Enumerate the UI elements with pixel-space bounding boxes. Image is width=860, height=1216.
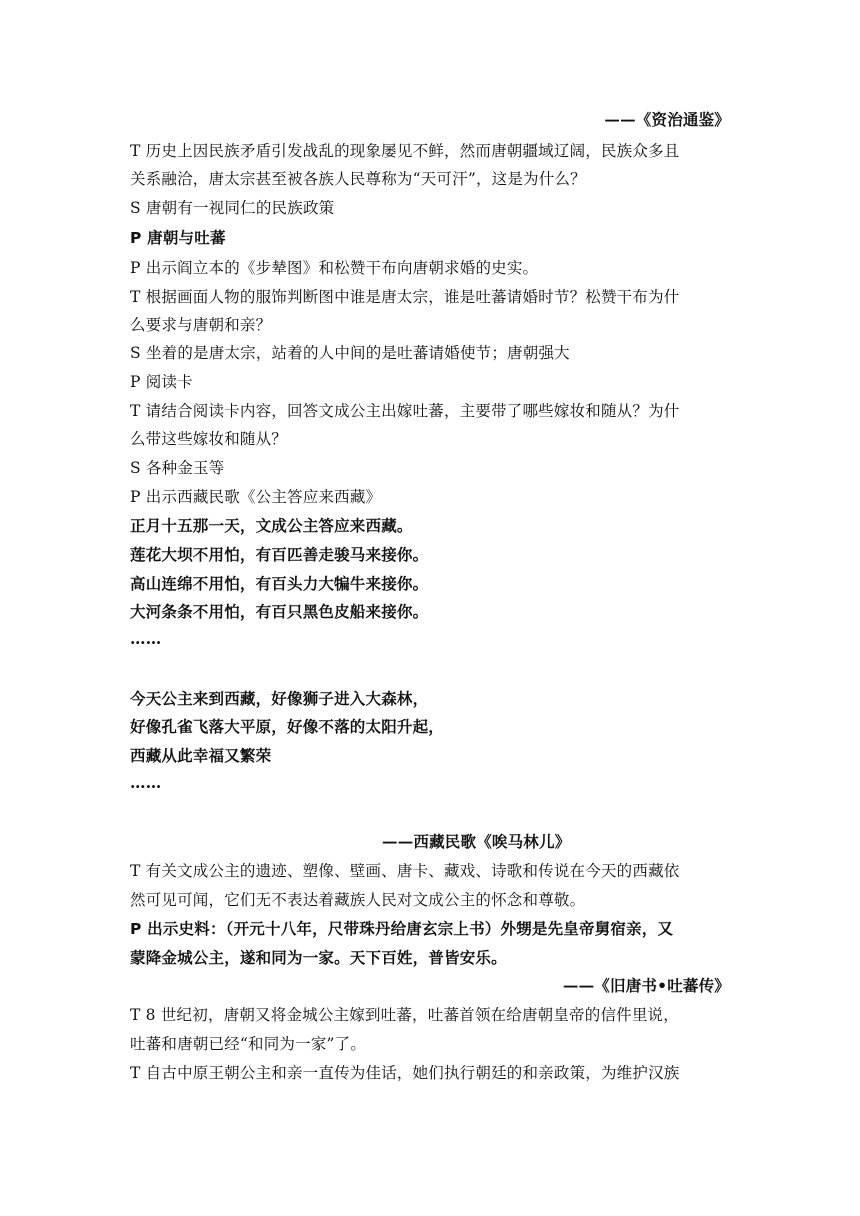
teacher-question: T 请结合阅读卡内容，回答文成公主出嫁吐蕃，主要带了哪些嫁妆和随从？为什 bbox=[130, 402, 680, 420]
text-line: 然可见可闻，它们无不表达着藏族人民对文成公主的怀念和尊敬。 bbox=[130, 891, 586, 909]
citation-zizhitongjian: ——《资治通鉴》 bbox=[604, 110, 730, 129]
section-heading: P 唐朝与吐蕃 bbox=[130, 229, 226, 247]
citation-song: ——西藏民歌《唉马林儿》 bbox=[382, 832, 571, 851]
text-line: P 出示阎立本的《步辇图》和松赞干布向唐朝求婚的史实。 bbox=[130, 259, 539, 277]
source-excerpt: P 出示史料：（开元十八年，尺带珠丹给唐玄宗上书）外甥是先皇帝舅宿亲，又 bbox=[130, 920, 674, 938]
poem-line: 高山连绵不用怕，有百头力大犏牛来接你。 bbox=[130, 574, 429, 593]
teacher-question: T 根据画面人物的服饰判断图中谁是唐太宗，谁是吐蕃请婚时节？松赞干布为什 bbox=[130, 288, 680, 306]
text-line: 关系融洽，唐太宗甚至被各族人民尊称为“天可汗”，这是为什么？ bbox=[130, 170, 586, 188]
text-line: 么要求与唐朝和亲？ bbox=[130, 316, 272, 334]
poem-line: 好像孔雀飞落大平原，好像不落的太阳升起， bbox=[130, 717, 445, 736]
poem-line: 正月十五那一天，文成公主答应来西藏。 bbox=[130, 516, 413, 535]
teacher-question: T 有关文成公主的遗迹、塑像、壁画、唐卡、藏戏、诗歌和传说在今天的西藏依 bbox=[130, 862, 680, 880]
student-answer: S 唐朝有一视同仁的民族政策 bbox=[130, 199, 335, 217]
poem-line: 莲花大坝不用怕，有百匹善走骏马来接你。 bbox=[130, 545, 429, 564]
text-line: 吐蕃和唐朝已经“和同为一家”了。 bbox=[130, 1035, 367, 1053]
poem-line: 今天公主来到西藏，好像狮子进入大森林， bbox=[130, 689, 429, 708]
teacher-question: T 历史上因民族矛盾引发战乱的现象屡见不鲜，然而唐朝疆域辽阔，民族众多且 bbox=[130, 142, 680, 160]
text-line: P 阅读卡 bbox=[130, 373, 193, 391]
source-excerpt: 蒙降金城公主，遂和同为一家。天下百姓，普皆安乐。 bbox=[130, 949, 507, 967]
teacher-question: T 自古中原王朝公主和亲一直传为佳话，她们执行朝廷的和亲政策，为维护汉族 bbox=[130, 1064, 680, 1082]
student-answer: S 坐着的是唐太宗，站着的人中间的是吐蕃请婚使节；唐朝强大 bbox=[130, 344, 570, 362]
poem-ellipsis: …… bbox=[130, 629, 162, 648]
citation-jiutangshu: ——《旧唐书•吐蕃传》 bbox=[562, 976, 730, 995]
poem-line: 西藏从此幸福又繁荣 bbox=[130, 746, 272, 765]
text-line: P 出示西藏民歌《公主答应来西藏》 bbox=[130, 488, 382, 506]
text-line: 么带这些嫁妆和随从？ bbox=[130, 430, 288, 448]
poem-line: 大河条条不用怕，有百只黑色皮船来接你。 bbox=[130, 602, 429, 621]
teacher-question: T 8 世纪初，唐朝又将金城公主嫁到吐蕃，吐蕃首领在给唐朝皇帝的信件里说， bbox=[130, 1006, 679, 1024]
student-answer: S 各种金玉等 bbox=[130, 459, 225, 477]
poem-ellipsis: …… bbox=[130, 773, 162, 792]
